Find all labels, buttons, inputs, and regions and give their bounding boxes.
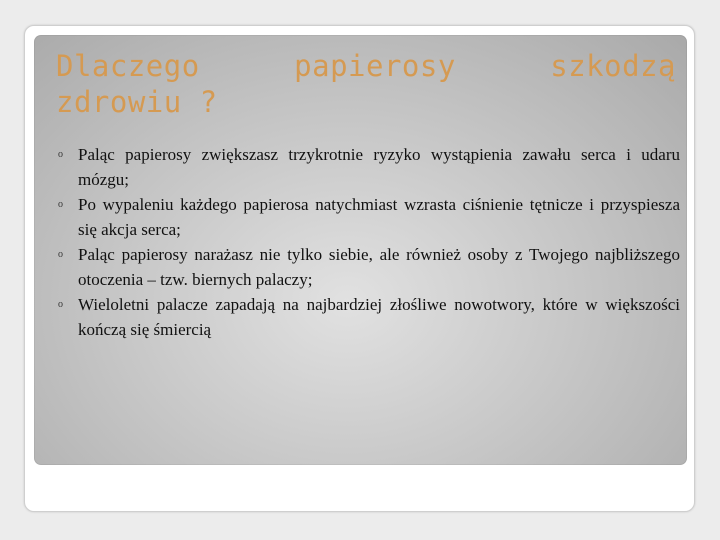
title-word-2: papierosy	[294, 49, 456, 83]
title-word-1: Dlaczego	[56, 49, 200, 83]
bullet-circle-icon: o	[58, 249, 63, 260]
bullet-circle-icon: o	[58, 149, 63, 160]
bullet-item	[56, 242, 680, 292]
title-word-3: szkodzą	[550, 49, 676, 83]
title-line-1	[56, 48, 676, 84]
bullet-text: Wieloletni palacze zapadają na najbardziej złośliwe nowotwory, które w większości kończą się śmiercią	[78, 295, 680, 339]
bullet-item	[56, 142, 680, 192]
slide-title	[56, 48, 676, 120]
title-line-2: zdrowiu ?	[56, 85, 218, 119]
bullet-text: Paląc papierosy zwiększasz trzykrotnie ryzyko wystąpienia zawału serca i udaru mózgu;	[78, 145, 680, 189]
bullet-text: Paląc papierosy narażasz nie tylko siebie, ale również osoby z Twojego najbliższego otoczenia – tzw. biernych palaczy;	[78, 245, 680, 289]
bullet-item	[56, 292, 680, 342]
bullet-circle-icon: o	[58, 199, 63, 210]
bullet-circle-icon: o	[58, 299, 63, 310]
bullet-list	[56, 142, 680, 342]
bullet-text: Po wypaleniu każdego papierosa natychmiast wzrasta ciśnienie tętnicze i przyspiesza się akcja serca;	[78, 195, 680, 239]
bullet-item	[56, 192, 680, 242]
